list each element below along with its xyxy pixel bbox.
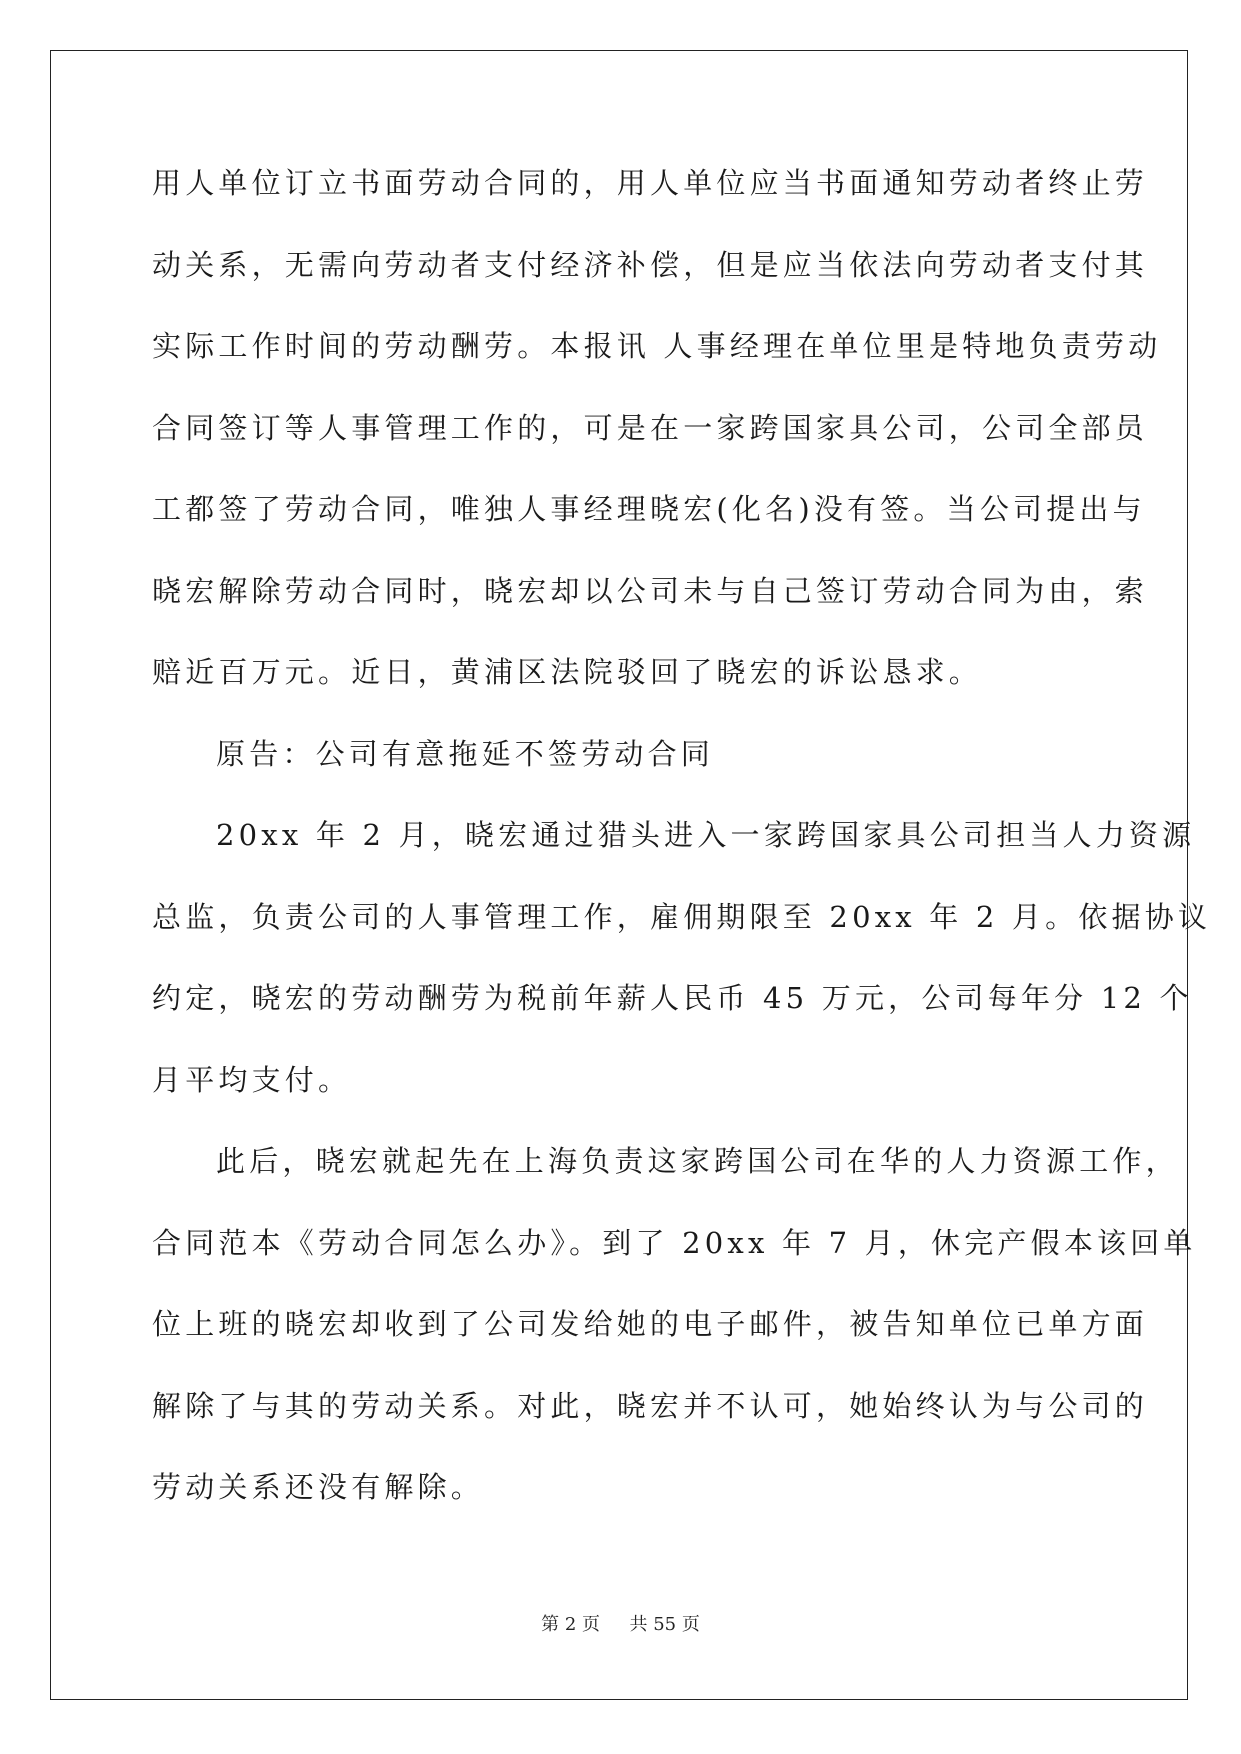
text-line: 约定，晓宏的劳动酬劳为税前年薪人民币 45 万元，公司每年分 12 个	[152, 981, 1193, 1015]
text-line: 位上班的晓宏却收到了公司发给她的电子邮件，被告知单位已单方面	[152, 1307, 1149, 1341]
total-pages: 共 55 页	[629, 1614, 700, 1635]
text-line: 合同签订等人事管理工作的，可是在一家跨国家具公司，公司全部员	[152, 410, 1149, 445]
text-line: 晓宏解除劳动合同时，晓宏却以公司未与自己签订劳动合同为由，索	[152, 573, 1149, 608]
text-line: 实际工作时间的劳动酬劳。本报讯 人事经理在单位里是特地负责劳动	[152, 329, 1162, 363]
text-line: 月平均支付。	[152, 1062, 352, 1097]
page-number: 第 2 页	[541, 1614, 601, 1635]
paragraph-start-line: 此后，晓宏就起先在上海负责这家跨国公司在华的人力资源工作，	[216, 1144, 1179, 1178]
text-line: 劳动关系还没有解除。	[152, 1470, 485, 1504]
text-line: 合同范本《劳动合同怎么办》。到了 20xx 年 7 月，休完产假本该回单	[152, 1225, 1197, 1260]
page-footer	[0, 1610, 1241, 1636]
document-body	[152, 160, 1212, 1546]
text-line: 用人单位订立书面劳动合同的，用人单位应当书面通知劳动者终止劳	[152, 166, 1149, 200]
text-line: 工都签了劳动合同，唯独人事经理晓宏(化名)没有签。当公司提出与	[152, 492, 1146, 526]
text-line: 动关系，无需向劳动者支付经济补偿，但是应当依法向劳动者支付其	[152, 247, 1149, 282]
paragraph-start-line: 20xx 年 2 月，晓宏通过猎头进入一家跨国家具公司担当人力资源	[216, 818, 1196, 852]
section-heading-line: 原告：公司有意拖延不签劳动合同	[216, 736, 715, 771]
text-line: 赔近百万元。近日，黄浦区法院驳回了晓宏的诉讼恳求。	[152, 655, 983, 689]
text-line: 解除了与其的劳动关系。对此，晓宏并不认可，她始终认为与公司的	[152, 1388, 1149, 1423]
text-line: 总监，负责公司的人事管理工作，雇佣期限至 20xx 年 2 月。依据协议	[152, 899, 1212, 934]
